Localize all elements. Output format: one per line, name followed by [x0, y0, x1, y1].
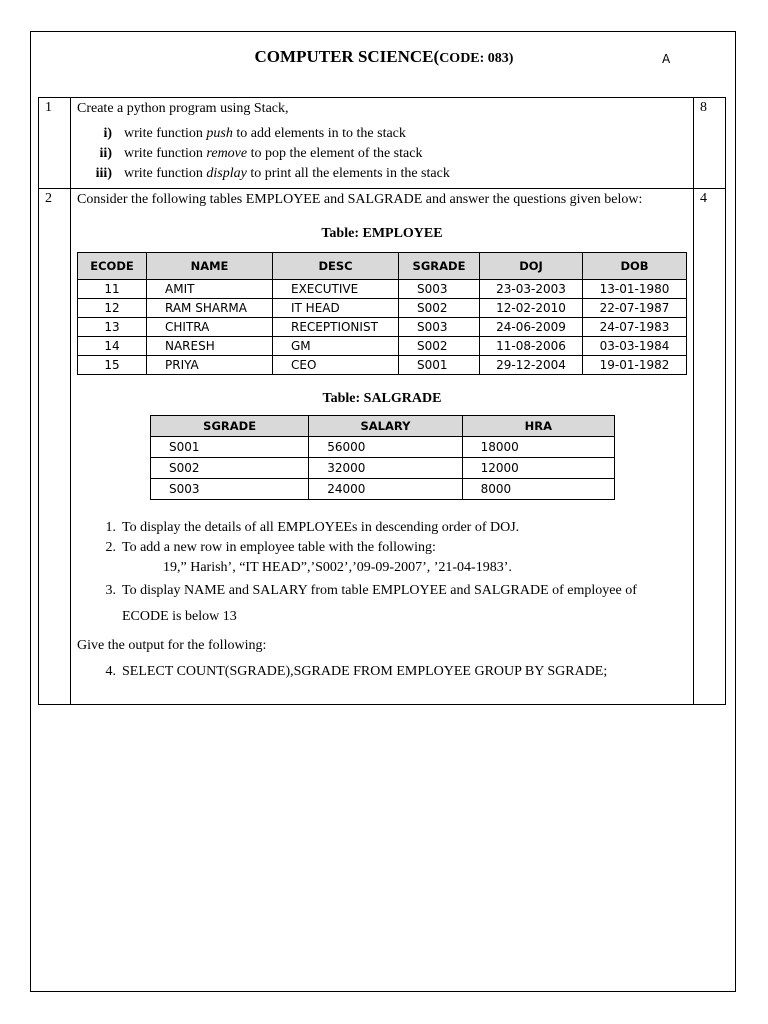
table-cell: S002 [399, 337, 480, 356]
table-row [78, 356, 687, 375]
list-number: 2. [105, 540, 116, 555]
table-cell: S003 [399, 318, 480, 337]
table-cell: S003 [399, 280, 480, 299]
questions-table [38, 97, 726, 705]
table-row [151, 437, 615, 458]
list-item [77, 578, 687, 604]
question-marks: 4 [694, 189, 726, 705]
table-cell: IT HEAD [273, 299, 399, 318]
table-cell: 22-07-1987 [583, 299, 687, 318]
column-header: HRA [462, 416, 614, 437]
subpart [77, 164, 687, 184]
table-cell: 11-08-2006 [480, 337, 583, 356]
table-cell: 11 [78, 280, 147, 299]
list-text: SELECT COUNT(SGRADE),SGRADE FROM EMPLOYEE GROUP BY SGRADE; [122, 664, 608, 679]
table-row [78, 318, 687, 337]
sql-question-list [77, 518, 687, 704]
table-cell: AMIT [147, 280, 273, 299]
column-header: SALARY [309, 416, 462, 437]
list-item-continuation: 19,” Harish’, “IT HEAD”,’S002’,’09-09-2007’, ’21-04-1983’. [163, 560, 512, 575]
question-marks: 8 [694, 98, 726, 189]
salgrade-table [150, 415, 615, 500]
table-cell: 24-06-2009 [480, 318, 583, 337]
column-header: DESC [273, 253, 399, 280]
list-item [77, 538, 687, 558]
question-number: 2 [39, 189, 71, 705]
table-cell: S003 [151, 479, 309, 500]
employee-header-row [78, 253, 687, 280]
column-header: DOB [583, 253, 687, 280]
table-cell: S001 [151, 437, 309, 458]
salgrade-table-caption: Table: SALGRADE [322, 391, 442, 406]
subpart-label: ii) [99, 146, 112, 161]
subpart [77, 124, 687, 144]
table-cell: 13-01-1980 [583, 280, 687, 299]
question-body [71, 189, 694, 705]
table-cell: 12000 [462, 458, 614, 479]
table-cell: GM [273, 337, 399, 356]
table-row [78, 337, 687, 356]
table-cell: NARESH [147, 337, 273, 356]
question-body [71, 98, 694, 189]
table-cell: PRIYA [147, 356, 273, 375]
output-instruction: Give the output for the following: [77, 638, 267, 653]
table-cell: S001 [399, 356, 480, 375]
table-row [151, 479, 615, 500]
question-number: 1 [39, 98, 71, 189]
table-cell: 12 [78, 299, 147, 318]
table-cell: CEO [273, 356, 399, 375]
table-row [78, 299, 687, 318]
table-cell: 19-01-1982 [583, 356, 687, 375]
column-header: ECODE [78, 253, 147, 280]
list-item [77, 518, 687, 538]
salgrade-header-row [151, 416, 615, 437]
table-cell: 13 [78, 318, 147, 337]
table-cell: 8000 [462, 479, 614, 500]
list-number: 1. [105, 520, 116, 535]
table-cell: 23-03-2003 [480, 280, 583, 299]
table-cell: EXECUTIVE [273, 280, 399, 299]
subpart [77, 144, 687, 164]
table-cell: CHITRA [147, 318, 273, 337]
list-item [77, 662, 687, 682]
column-header: DOJ [480, 253, 583, 280]
list-number: 4. [105, 664, 116, 679]
question-intro: Consider the following tables EMPLOYEE and SALGRADE and answer the questions given below: [77, 192, 643, 207]
list-number: 3. [105, 583, 116, 598]
subpart-label: iii) [95, 166, 112, 181]
table-cell: 24000 [309, 479, 462, 500]
employee-table-caption: Table: EMPLOYEE [321, 226, 443, 241]
table-cell: RAM SHARMA [147, 299, 273, 318]
list-text: To display the details of all EMPLOYEEs in descending order of DOJ. [122, 520, 520, 535]
question-intro: Create a python program using Stack, [77, 101, 289, 116]
subpart-text: write function push to add elements in to the stack [124, 126, 406, 141]
table-cell: S002 [151, 458, 309, 479]
column-header: SGRADE [399, 253, 480, 280]
table-cell: S002 [399, 299, 480, 318]
set-code: A [662, 52, 671, 66]
subparts-list [77, 124, 687, 184]
table-cell: 03-03-1984 [583, 337, 687, 356]
table-row [151, 458, 615, 479]
title-main: COMPUTER SCIENCE( [254, 47, 440, 66]
subpart-text: write function remove to pop the element of the stack [124, 146, 423, 161]
table-cell: RECEPTIONIST [273, 318, 399, 337]
table-cell: 32000 [309, 458, 462, 479]
page-title [0, 47, 768, 67]
column-header: SGRADE [151, 416, 309, 437]
table-cell: 29-12-2004 [480, 356, 583, 375]
table-cell: 14 [78, 337, 147, 356]
table-cell: 24-07-1983 [583, 318, 687, 337]
table-cell: 15 [78, 356, 147, 375]
table-row [78, 280, 687, 299]
employee-table [77, 252, 687, 375]
list-text: To add a new row in employee table with the following: [122, 540, 436, 555]
table-cell: 18000 [462, 437, 614, 458]
title-code: CODE: 083) [439, 51, 514, 66]
table-cell: 56000 [309, 437, 462, 458]
subpart-text: write function display to print all the elements in the stack [124, 166, 450, 181]
subpart-label: i) [103, 126, 112, 141]
list-text: To display NAME and SALARY from table EMPLOYEE and SALGRADE of employee of [122, 583, 637, 598]
question-row-1 [39, 98, 726, 189]
column-header: NAME [147, 253, 273, 280]
question-row-2 [39, 189, 726, 705]
list-item-continuation: ECODE is below 13 [122, 609, 237, 624]
table-cell: 12-02-2010 [480, 299, 583, 318]
